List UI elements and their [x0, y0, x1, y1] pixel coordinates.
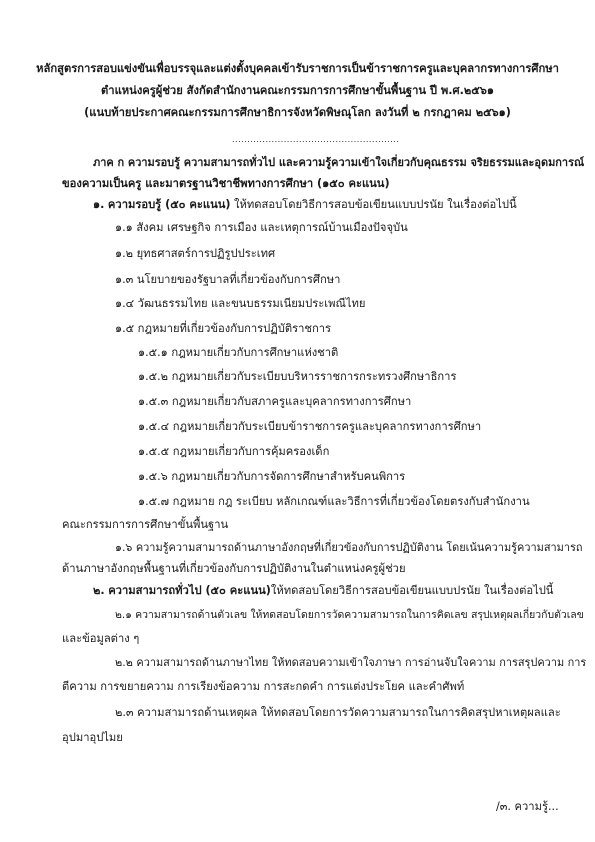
section1-subitem: ๑.๕.๓ กฎหมายเกี่ยวกับสภาครูและบุคลากรทางการศึกษา: [138, 395, 412, 408]
section1-item: ๑.๓ นโยบายของรัฐบาลที่เกี่ยวข้องกับการศึกษา: [115, 273, 341, 286]
section2-item2-line2: ตีความ การขยายความ การเรียงข้อความ การสะกดคำ การแต่งประโยค และคำศัพท์: [62, 680, 465, 693]
section2-item1-line2: และข้อมูลต่าง ๆ: [62, 632, 140, 645]
section1-subitem: ๑.๕.๖ กฎหมายเกี่ยวกับการจัดการศึกษาสำหรับคนพิการ: [138, 470, 406, 483]
section2-item3-line1: ๒.๓ ความสามารถด้านเหตุผล ให้ทดสอบโดยการวัดความสามารถในการคิดสรุปหาเหตุผลและ: [115, 706, 561, 719]
section1-item: ๑.๔ วัฒนธรรมไทย และขนบธรรมเนียมประเพณีไทย: [115, 297, 366, 310]
header-title-line3: (แนบท้ายประกาศคณะกรรมการศึกษาธิการจังหวัดพิษณุโลก ลงวันที่ ๒ กรกฎาคม ๒๕๖๑): [84, 106, 511, 119]
part-title-line1: ภาค ก ความรอบรู้ ความสามารถทั่วไป และความรู้ความเข้าใจเกี่ยวกับคุณธรรม จริยธรรมและอุดมการณ์: [93, 156, 585, 169]
page-continuation: /๓. ความรู้...: [496, 800, 559, 813]
part-title-line2: ของความเป็นครู และมาตรฐานวิชาชีพทางการศึกษา (๑๕๐ คะแนน): [62, 177, 390, 190]
section1-item: ๑.๒ ยุทธศาสตร์การปฏิรูปประเทศ: [115, 247, 276, 260]
section1-number: ๑.: [93, 198, 105, 211]
section1-description: ให้ทดสอบโดยวิธีการสอบข้อเขียนแบบปรนัย ในเรื่องต่อไปนี้: [230, 198, 517, 211]
section1-item6-line1: ๑.๖ ความรู้ความสามารถด้านภาษาอังกฤษที่เกี่ยวข้องกับการปฏิบัติงาน โดยเน้นความรู้ความสามารถ: [115, 541, 583, 554]
section2-description: ให้ทดสอบโดยวิธีการสอบข้อเขียนแบบปรนัย ในเรื่องต่อไปนี้: [270, 584, 554, 597]
header-separator: .......................................................: [232, 135, 400, 144]
section1-subitem: ๑.๕.๕ กฎหมายเกี่ยวกับการคุ้มครองเด็ก: [138, 445, 330, 458]
section1-subitem: ๑.๕.๗ กฎหมาย กฎ ระเบียบ หลักเกณฑ์และวิธีการที่เกี่ยวข้องโดยตรงกับสำนักงาน: [138, 495, 530, 508]
section2-item2-line1: ๒.๒ ความสามารถด้านภาษาไทย ให้ทดสอบความเข้าใจภาษา การอ่านจับใจความ การสรุปความ การ: [115, 656, 587, 669]
header-title-line2: ตำแหน่งครูผู้ช่วย สังกัดสำนักงานคณะกรรมการการศึกษาขั้นพื้นฐาน ปี พ.ศ.๒๕๖๑: [101, 84, 494, 97]
header-title-line1: หลักสูตรการสอบแข่งขันเพื่อบรรจุและแต่งตั้งบุคคลเข้ารับราชการเป็นข้าราชการครูและบุคลากรทางการศึกษา: [36, 62, 559, 75]
section1-subitem: ๑.๕.๒ กฎหมายเกี่ยวกับระเบียบบริหารราชการกระทรวงศึกษาธิการ: [138, 370, 457, 383]
section1-item: ๑.๑ สังคม เศรษฐกิจ การเมือง และเหตุการณ์บ้านเมืองปัจจุบัน: [115, 221, 408, 234]
section2-heading: [93, 584, 553, 598]
section1-subitem-continuation: คณะกรรมการการศึกษาขั้นพื้นฐาน: [62, 518, 229, 531]
section2-title: ความสามารถทั่วไป (๕๐ คะแนน): [108, 584, 271, 597]
section1-title: ความรอบรู้ (๕๐ คะแนน): [107, 198, 231, 211]
section1-subitem: ๑.๕.๑ กฎหมายเกี่ยวกับการศึกษาแห่งชาติ: [138, 346, 339, 359]
section2-number: ๒.: [93, 584, 105, 597]
section2-item1-line1: ๒.๑ ความสามารถด้านตัวเลข ให้ทดสอบโดยการวัดความสามารถในการคิดเลข สรุปเหตุผลเกี่ยวกับตัวเลข: [115, 609, 584, 621]
section1-item: ๑.๕ กฎหมายที่เกี่ยวข้องกับการปฏิบัติราชการ: [115, 322, 332, 335]
section1-subitem: ๑.๕.๔ กฎหมายเกี่ยวกับระเบียบข้าราชการครูและบุคลากรทางการศึกษา: [138, 420, 482, 433]
section1-heading: [93, 198, 517, 212]
section2-item3-line2: อุปมาอุปไมย: [62, 731, 123, 744]
section1-item6-line2: ด้านภาษาอังกฤษพื้นฐานที่เกี่ยวข้องกับการปฏิบัติงานในตำแหน่งครูผู้ช่วย: [62, 562, 406, 575]
